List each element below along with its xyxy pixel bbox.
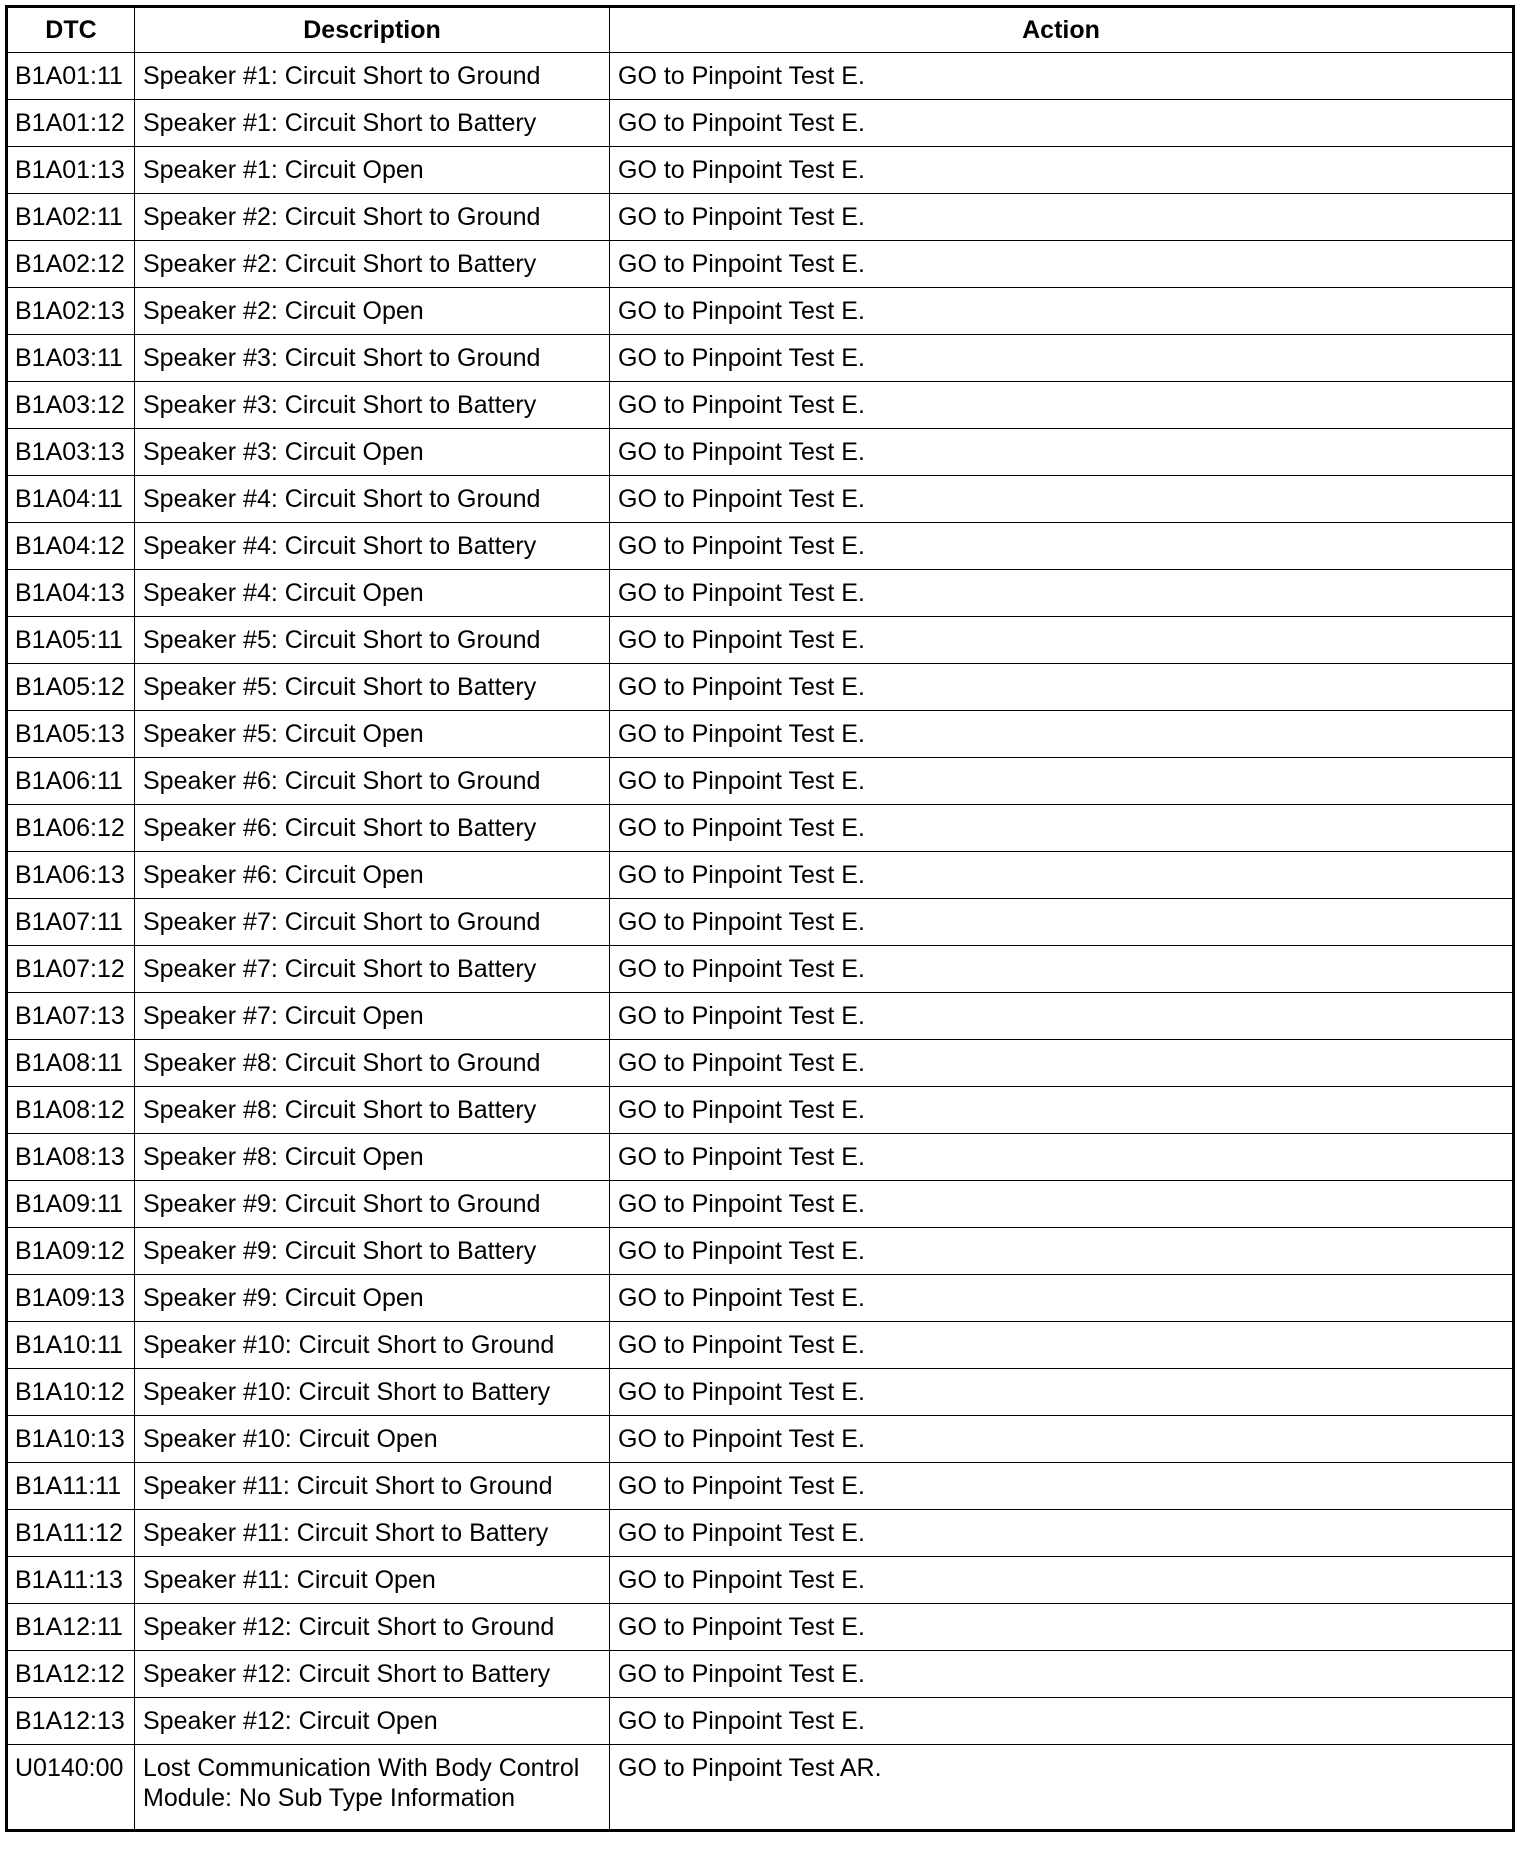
dtc-description: Speaker #2: Circuit Short to Battery [135, 241, 610, 288]
table-row [7, 1228, 1514, 1275]
table-row [7, 1745, 1514, 1831]
dtc-action: GO to Pinpoint Test E. [610, 1698, 1514, 1745]
dtc-code: B1A06:12 [7, 805, 135, 852]
dtc-action: GO to Pinpoint Test E. [610, 1181, 1514, 1228]
table-row [7, 476, 1514, 523]
dtc-description: Speaker #8: Circuit Short to Ground [135, 1040, 610, 1087]
dtc-description: Speaker #5: Circuit Open [135, 711, 610, 758]
table-row [7, 100, 1514, 147]
table-row [7, 335, 1514, 382]
dtc-code: B1A12:12 [7, 1651, 135, 1698]
table-row [7, 1134, 1514, 1181]
table-row [7, 382, 1514, 429]
dtc-code: B1A11:11 [7, 1463, 135, 1510]
table-row [7, 805, 1514, 852]
table-row [7, 1087, 1514, 1134]
dtc-action: GO to Pinpoint Test E. [610, 805, 1514, 852]
table-row [7, 946, 1514, 993]
dtc-action: GO to Pinpoint Test E. [610, 1463, 1514, 1510]
dtc-code: B1A07:12 [7, 946, 135, 993]
table-row [7, 1651, 1514, 1698]
dtc-code: B1A02:13 [7, 288, 135, 335]
dtc-code: B1A12:11 [7, 1604, 135, 1651]
dtc-description: Speaker #10: Circuit Short to Battery [135, 1369, 610, 1416]
table-row [7, 1510, 1514, 1557]
header-row [7, 7, 1514, 53]
dtc-action: GO to Pinpoint Test E. [610, 147, 1514, 194]
description-line: Module: No Sub Type Information [143, 1784, 515, 1812]
dtc-action: GO to Pinpoint Test E. [610, 1369, 1514, 1416]
dtc-action: GO to Pinpoint Test E. [610, 429, 1514, 476]
dtc-action: GO to Pinpoint Test E. [610, 523, 1514, 570]
dtc-code: B1A03:12 [7, 382, 135, 429]
dtc-code: B1A05:12 [7, 664, 135, 711]
table-row [7, 993, 1514, 1040]
table-row [7, 1557, 1514, 1604]
dtc-action: GO to Pinpoint Test E. [610, 1416, 1514, 1463]
dtc-description: Speaker #6: Circuit Open [135, 852, 610, 899]
dtc-action: GO to Pinpoint Test E. [610, 1087, 1514, 1134]
dtc-description: Speaker #9: Circuit Open [135, 1275, 610, 1322]
dtc-code: B1A07:13 [7, 993, 135, 1040]
dtc-code: B1A09:13 [7, 1275, 135, 1322]
table-row [7, 523, 1514, 570]
dtc-action: GO to Pinpoint Test E. [610, 288, 1514, 335]
dtc-action: GO to Pinpoint Test E. [610, 1510, 1514, 1557]
dtc-action: GO to Pinpoint Test E. [610, 1228, 1514, 1275]
dtc-code: B1A04:12 [7, 523, 135, 570]
dtc-description: Speaker #2: Circuit Short to Ground [135, 194, 610, 241]
dtc-action: GO to Pinpoint Test E. [610, 194, 1514, 241]
dtc-code: B1A04:11 [7, 476, 135, 523]
dtc-action: GO to Pinpoint Test E. [610, 946, 1514, 993]
dtc-action: GO to Pinpoint Test E. [610, 993, 1514, 1040]
table-row [7, 288, 1514, 335]
dtc-description: Speaker #9: Circuit Short to Ground [135, 1181, 610, 1228]
dtc-action: GO to Pinpoint Test E. [610, 711, 1514, 758]
dtc-description: Speaker #5: Circuit Short to Ground [135, 617, 610, 664]
dtc-action: GO to Pinpoint Test E. [610, 1604, 1514, 1651]
table-row [7, 570, 1514, 617]
dtc-description: Speaker #11: Circuit Short to Ground [135, 1463, 610, 1510]
dtc-code: B1A11:12 [7, 1510, 135, 1557]
dtc-action: GO to Pinpoint Test E. [610, 1040, 1514, 1087]
dtc-action: GO to Pinpoint Test E. [610, 382, 1514, 429]
dtc-description: Speaker #6: Circuit Short to Ground [135, 758, 610, 805]
dtc-description: Speaker #2: Circuit Open [135, 288, 610, 335]
dtc-description: Speaker #11: Circuit Short to Battery [135, 1510, 610, 1557]
dtc-code: B1A10:11 [7, 1322, 135, 1369]
table-row [7, 1463, 1514, 1510]
table-header [7, 7, 1514, 53]
table-row [7, 1698, 1514, 1745]
dtc-action: GO to Pinpoint Test E. [610, 617, 1514, 664]
table-row [7, 1416, 1514, 1463]
table-row [7, 1322, 1514, 1369]
dtc-code: B1A08:11 [7, 1040, 135, 1087]
table-row [7, 53, 1514, 100]
dtc-action: GO to Pinpoint Test E. [610, 758, 1514, 805]
dtc-code: B1A07:11 [7, 899, 135, 946]
dtc-action: GO to Pinpoint Test E. [610, 476, 1514, 523]
dtc-action: GO to Pinpoint Test E. [610, 664, 1514, 711]
table-row [7, 617, 1514, 664]
dtc-code: B1A02:12 [7, 241, 135, 288]
dtc-action: GO to Pinpoint Test E. [610, 1651, 1514, 1698]
dtc-code: B1A03:13 [7, 429, 135, 476]
dtc-code: B1A01:11 [7, 53, 135, 100]
table-row [7, 1275, 1514, 1322]
dtc-description: Speaker #1: Circuit Open [135, 147, 610, 194]
dtc-description: Speaker #1: Circuit Short to Battery [135, 100, 610, 147]
table-row [7, 1181, 1514, 1228]
dtc-description: Speaker #10: Circuit Open [135, 1416, 610, 1463]
table-row [7, 664, 1514, 711]
dtc-description: Speaker #3: Circuit Short to Battery [135, 382, 610, 429]
dtc-description: Speaker #7: Circuit Short to Ground [135, 899, 610, 946]
header-action: Action [610, 7, 1514, 53]
dtc-description: Speaker #12: Circuit Short to Battery [135, 1651, 610, 1698]
dtc-description: Speaker #7: Circuit Open [135, 993, 610, 1040]
table-row [7, 711, 1514, 758]
dtc-code: B1A09:12 [7, 1228, 135, 1275]
dtc-description: Speaker #3: Circuit Open [135, 429, 610, 476]
dtc-action: GO to Pinpoint Test E. [610, 241, 1514, 288]
dtc-description: Speaker #11: Circuit Open [135, 1557, 610, 1604]
dtc-action: GO to Pinpoint Test E. [610, 1322, 1514, 1369]
dtc-description: Speaker #7: Circuit Short to Battery [135, 946, 610, 993]
table-row [7, 1604, 1514, 1651]
dtc-action: GO to Pinpoint Test E. [610, 899, 1514, 946]
dtc-code: B1A01:12 [7, 100, 135, 147]
description-line: Lost Communication With Body Control [143, 1754, 580, 1782]
table-row [7, 758, 1514, 805]
header-description: Description [135, 7, 610, 53]
dtc-description: Speaker #12: Circuit Short to Ground [135, 1604, 610, 1651]
dtc-code: U0140:00 [7, 1745, 135, 1831]
dtc-description: Speaker #4: Circuit Short to Battery [135, 523, 610, 570]
dtc-description: Speaker #6: Circuit Short to Battery [135, 805, 610, 852]
dtc-description: Speaker #10: Circuit Short to Ground [135, 1322, 610, 1369]
dtc-code: B1A06:13 [7, 852, 135, 899]
dtc-code: B1A04:13 [7, 570, 135, 617]
table-row [7, 1040, 1514, 1087]
dtc-action: GO to Pinpoint Test E. [610, 1275, 1514, 1322]
dtc-description: Speaker #8: Circuit Open [135, 1134, 610, 1181]
dtc-code: B1A05:13 [7, 711, 135, 758]
dtc-description: Speaker #3: Circuit Short to Ground [135, 335, 610, 382]
table-row [7, 194, 1514, 241]
table-row [7, 1369, 1514, 1416]
table-row [7, 852, 1514, 899]
table-row [7, 241, 1514, 288]
dtc-action: GO to Pinpoint Test E. [610, 570, 1514, 617]
dtc-description: Speaker #4: Circuit Open [135, 570, 610, 617]
dtc-description: Speaker #9: Circuit Short to Battery [135, 1228, 610, 1275]
dtc-code: B1A02:11 [7, 194, 135, 241]
dtc-description: Speaker #4: Circuit Short to Ground [135, 476, 610, 523]
header-dtc: DTC [7, 7, 135, 53]
dtc-description: Speaker #12: Circuit Open [135, 1698, 610, 1745]
dtc-action: GO to Pinpoint Test E. [610, 335, 1514, 382]
dtc-code: B1A10:13 [7, 1416, 135, 1463]
dtc-code: B1A12:13 [7, 1698, 135, 1745]
dtc-description: Speaker #5: Circuit Short to Battery [135, 664, 610, 711]
dtc-description: Speaker #8: Circuit Short to Battery [135, 1087, 610, 1134]
dtc-code: B1A08:12 [7, 1087, 135, 1134]
dtc-description [135, 1745, 610, 1831]
dtc-code: B1A01:13 [7, 147, 135, 194]
dtc-action: GO to Pinpoint Test E. [610, 100, 1514, 147]
dtc-code: B1A03:11 [7, 335, 135, 382]
table-body [7, 53, 1514, 1831]
dtc-code: B1A05:11 [7, 617, 135, 664]
dtc-code: B1A06:11 [7, 758, 135, 805]
dtc-action: GO to Pinpoint Test E. [610, 852, 1514, 899]
dtc-action: GO to Pinpoint Test E. [610, 1134, 1514, 1181]
dtc-code: B1A11:13 [7, 1557, 135, 1604]
table-row [7, 899, 1514, 946]
dtc-code: B1A10:12 [7, 1369, 135, 1416]
dtc-action: GO to Pinpoint Test E. [610, 1557, 1514, 1604]
dtc-action: GO to Pinpoint Test AR. [610, 1745, 1514, 1831]
dtc-description: Speaker #1: Circuit Short to Ground [135, 53, 610, 100]
dtc-action: GO to Pinpoint Test E. [610, 53, 1514, 100]
dtc-code: B1A09:11 [7, 1181, 135, 1228]
dtc-code: B1A08:13 [7, 1134, 135, 1181]
table-row [7, 429, 1514, 476]
dtc-table [5, 5, 1515, 1832]
table-row [7, 147, 1514, 194]
